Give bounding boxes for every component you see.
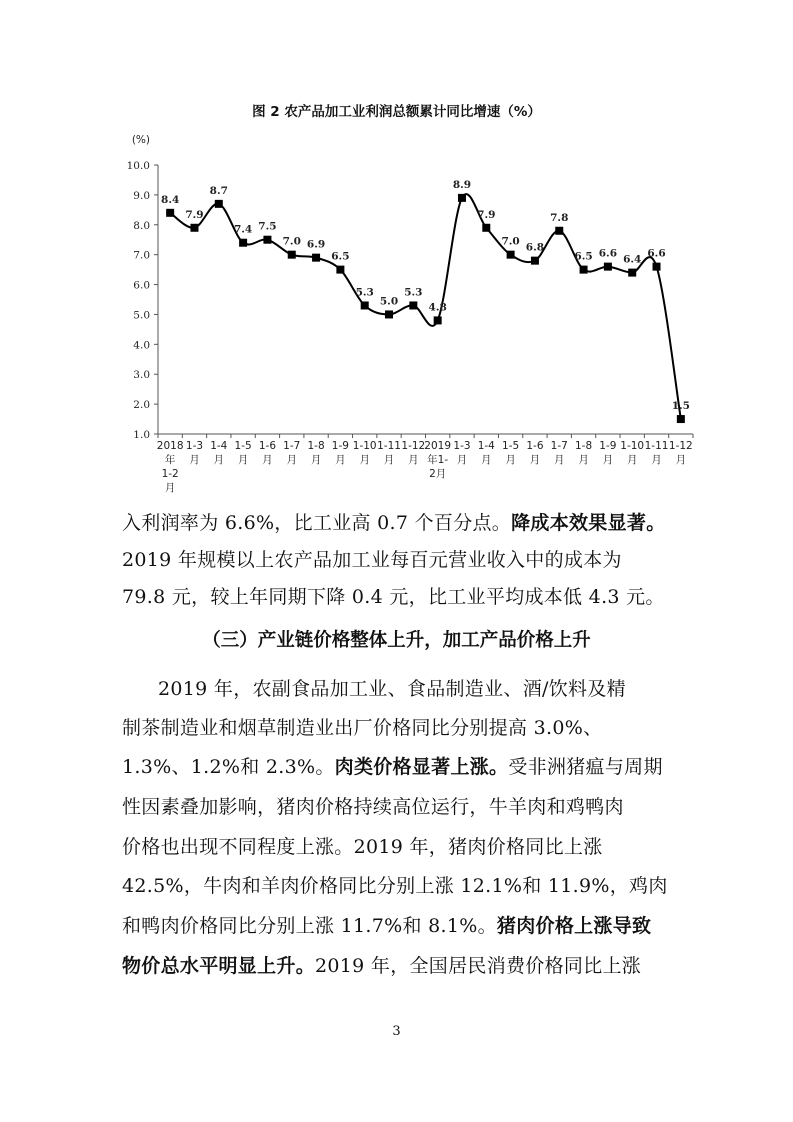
bold-phrase: 猪肉价格上涨导致: [496, 915, 652, 937]
x-tick-label: 1-3: [453, 440, 471, 452]
x-tick-label: 月: [213, 454, 225, 466]
data-label: 7.0: [282, 235, 301, 248]
bold-phrase: 物价总水平明显上升。: [122, 955, 316, 977]
x-tick-label: 月: [481, 454, 492, 466]
data-point-marker: [458, 194, 466, 202]
x-tick-label: 1-7: [283, 440, 301, 452]
data-point-marker: [555, 227, 563, 235]
text-run: 1.3%、1.2%和 2.3%。: [122, 756, 335, 778]
x-tick-label: 1-6: [526, 440, 544, 452]
x-tick-label: 年1-: [427, 454, 449, 466]
page-number: 3: [392, 1024, 401, 1039]
paragraph-line-11: [122, 948, 672, 985]
data-label: 4.8: [428, 301, 447, 314]
data-label: 7.0: [501, 235, 520, 248]
data-point-marker: [361, 301, 369, 309]
y-tick-label: 2.0: [133, 399, 150, 412]
paragraph-line-8: [122, 829, 672, 866]
data-label: 7.5: [258, 220, 277, 233]
x-tick-label: 2月: [429, 468, 447, 480]
data-point-marker: [677, 415, 685, 423]
text-run: 入利润率为 6.6%，比工业高 0.7 个百分点。: [122, 512, 512, 534]
text-run: 性因素叠加影响，猪肉价格持续高位运行，牛羊肉和鸡鸭肉: [122, 796, 624, 818]
paragraph-line-2: [122, 542, 672, 579]
data-label: 7.9: [477, 208, 496, 221]
chart-title: 图 2 农产品加工业利润总额累计同比增速（%）: [252, 104, 541, 120]
text-run: 价格也出现不同程度上涨。2019 年，猪肉价格同比上涨: [122, 836, 603, 858]
x-tick-label: 1-2: [161, 468, 179, 480]
paragraph-line-1: [122, 505, 672, 542]
x-tick-label: 1-9: [331, 440, 349, 452]
x-tick-label: 1-12: [401, 440, 426, 452]
x-tick-label: 月: [651, 454, 662, 466]
data-label: 6.8: [525, 241, 545, 254]
text-run: 42.5%，牛肉和羊肉价格同比分别上涨 12.1%和 11.9%，鸡肉: [122, 875, 668, 897]
data-label: 7.4: [233, 223, 253, 236]
data-label: 5.3: [404, 286, 423, 299]
data-point-marker: [628, 269, 636, 277]
paragraph-line-10: [122, 908, 672, 945]
paragraph-line-5: [122, 710, 672, 747]
data-point-marker: [434, 316, 442, 324]
paragraph-line-4: [158, 671, 672, 708]
x-tick-label: 月: [529, 454, 541, 466]
data-label: 6.6: [598, 247, 618, 260]
data-label: 8.4: [161, 193, 180, 206]
x-tick-label: 1-8: [574, 440, 593, 452]
x-tick-label: 月: [164, 482, 176, 494]
data-point-marker: [263, 236, 271, 244]
x-tick-label: 月: [456, 454, 468, 466]
text-run: 2019 年，全国居民消费价格同比上涨: [315, 955, 642, 977]
x-tick-label: 月: [237, 454, 249, 466]
data-point-marker: [482, 224, 490, 232]
x-tick-label: 2018: [156, 440, 184, 452]
x-tick-label: 月: [626, 454, 638, 466]
paragraph-line-6: [122, 749, 672, 786]
x-tick-label: 月: [189, 454, 200, 466]
data-label: 5.3: [355, 286, 374, 299]
data-label: 6.6: [647, 247, 666, 260]
x-tick-label: 1-8: [307, 440, 325, 452]
x-tick-label: 月: [675, 454, 687, 466]
x-tick-label: 1-4: [210, 440, 228, 452]
x-tick-label: 1-7: [550, 440, 568, 452]
x-tick-label: 年: [164, 454, 176, 466]
x-tick-label: 1-10: [352, 440, 377, 452]
data-point-marker: [288, 251, 296, 259]
x-tick-label: 1-5: [502, 440, 520, 452]
bold-phrase: 肉类价格显著上涨。: [334, 756, 509, 778]
x-tick-label: 1-9: [599, 440, 617, 452]
x-tick-label: 月: [286, 454, 297, 466]
paragraph-line-7: [122, 789, 672, 826]
x-tick-label: 1-3: [185, 440, 204, 452]
x-tick-label: 月: [262, 454, 273, 466]
x-tick-label: 月: [359, 454, 370, 466]
text-run: 受非洲猪瘟与周期: [508, 756, 663, 778]
y-tick-label: 4.0: [133, 339, 150, 352]
data-point-marker: [604, 263, 612, 271]
x-tick-label: 1-4: [477, 440, 495, 452]
x-tick-label: 1-12: [668, 440, 693, 452]
x-tick-label: 1-11: [377, 440, 401, 452]
data-label: 7.9: [185, 208, 204, 221]
data-point-marker: [507, 251, 515, 259]
text-run: 和鸭肉价格同比分别上涨 11.7%和 8.1%。: [122, 915, 497, 937]
data-point-marker: [409, 301, 417, 309]
data-label: 6.4: [623, 253, 642, 266]
bold-phrase: 降成本效果显著。: [511, 512, 666, 534]
x-tick-label: 2019: [424, 440, 452, 452]
text-run: 2019 年，农副食品加工业、食品制造业、酒/饮料及精: [158, 678, 626, 700]
text-run: 2019 年规模以上农产品加工业每百元营业收入中的成本为: [122, 549, 622, 571]
x-tick-label: 月: [383, 454, 395, 466]
y-tick-label: 9.0: [133, 189, 150, 202]
profit-growth-line-chart: [0, 0, 793, 500]
data-label: 1.5: [671, 400, 690, 413]
section-heading: （三）产业链价格整体上升，加工产品价格上升: [202, 630, 591, 651]
paragraph-line-9: [122, 868, 672, 905]
x-tick-label: 1-5: [234, 440, 252, 452]
data-label: 6.5: [574, 250, 593, 263]
data-label: 5.0: [379, 295, 399, 308]
data-point-marker: [312, 254, 320, 262]
data-point-marker: [239, 239, 247, 247]
data-point-marker: [580, 266, 588, 274]
text-run: 79.8 元，较上年同期下降 0.4 元，比工业平均成本低 4.3 元。: [122, 586, 665, 608]
x-tick-label: 月: [335, 454, 346, 466]
text-run: 制茶制造业和烟草制造业出厂价格同比分别提高 3.0%、: [122, 717, 603, 739]
data-point-marker: [190, 224, 198, 232]
x-tick-label: 月: [408, 454, 419, 466]
x-tick-label: 月: [602, 454, 614, 466]
data-point-marker: [653, 263, 661, 271]
y-tick-label: 3.0: [133, 369, 150, 382]
x-tick-label: 1-10: [620, 440, 645, 452]
data-point-marker: [215, 200, 223, 208]
x-tick-label: 1-6: [258, 440, 277, 452]
data-label: 8.9: [452, 178, 472, 191]
data-label: 7.8: [550, 211, 569, 224]
paragraph-line-3: [122, 579, 672, 616]
y-tick-label: 5.0: [133, 309, 150, 322]
x-tick-label: 1-11: [644, 440, 669, 452]
data-label: 6.9: [306, 238, 326, 251]
y-tick-label: 10.0: [126, 160, 150, 172]
data-point-marker: [531, 257, 539, 265]
y-tick-label: 8.0: [133, 219, 150, 232]
x-tick-label: 月: [310, 454, 322, 466]
y-tick-label: 7.0: [133, 249, 150, 262]
data-label: 6.5: [331, 250, 350, 263]
data-point-marker: [166, 209, 174, 217]
y-tick-label: 6.0: [133, 279, 150, 292]
y-tick-label: 1.0: [133, 429, 150, 441]
x-tick-label: 月: [505, 454, 516, 466]
x-tick-label: 月: [578, 454, 589, 466]
data-point-marker: [385, 310, 393, 318]
data-point-marker: [336, 266, 344, 274]
data-label: 8.7: [209, 184, 228, 197]
x-tick-label: 月: [554, 454, 565, 466]
y-unit-label: (%): [131, 134, 150, 146]
